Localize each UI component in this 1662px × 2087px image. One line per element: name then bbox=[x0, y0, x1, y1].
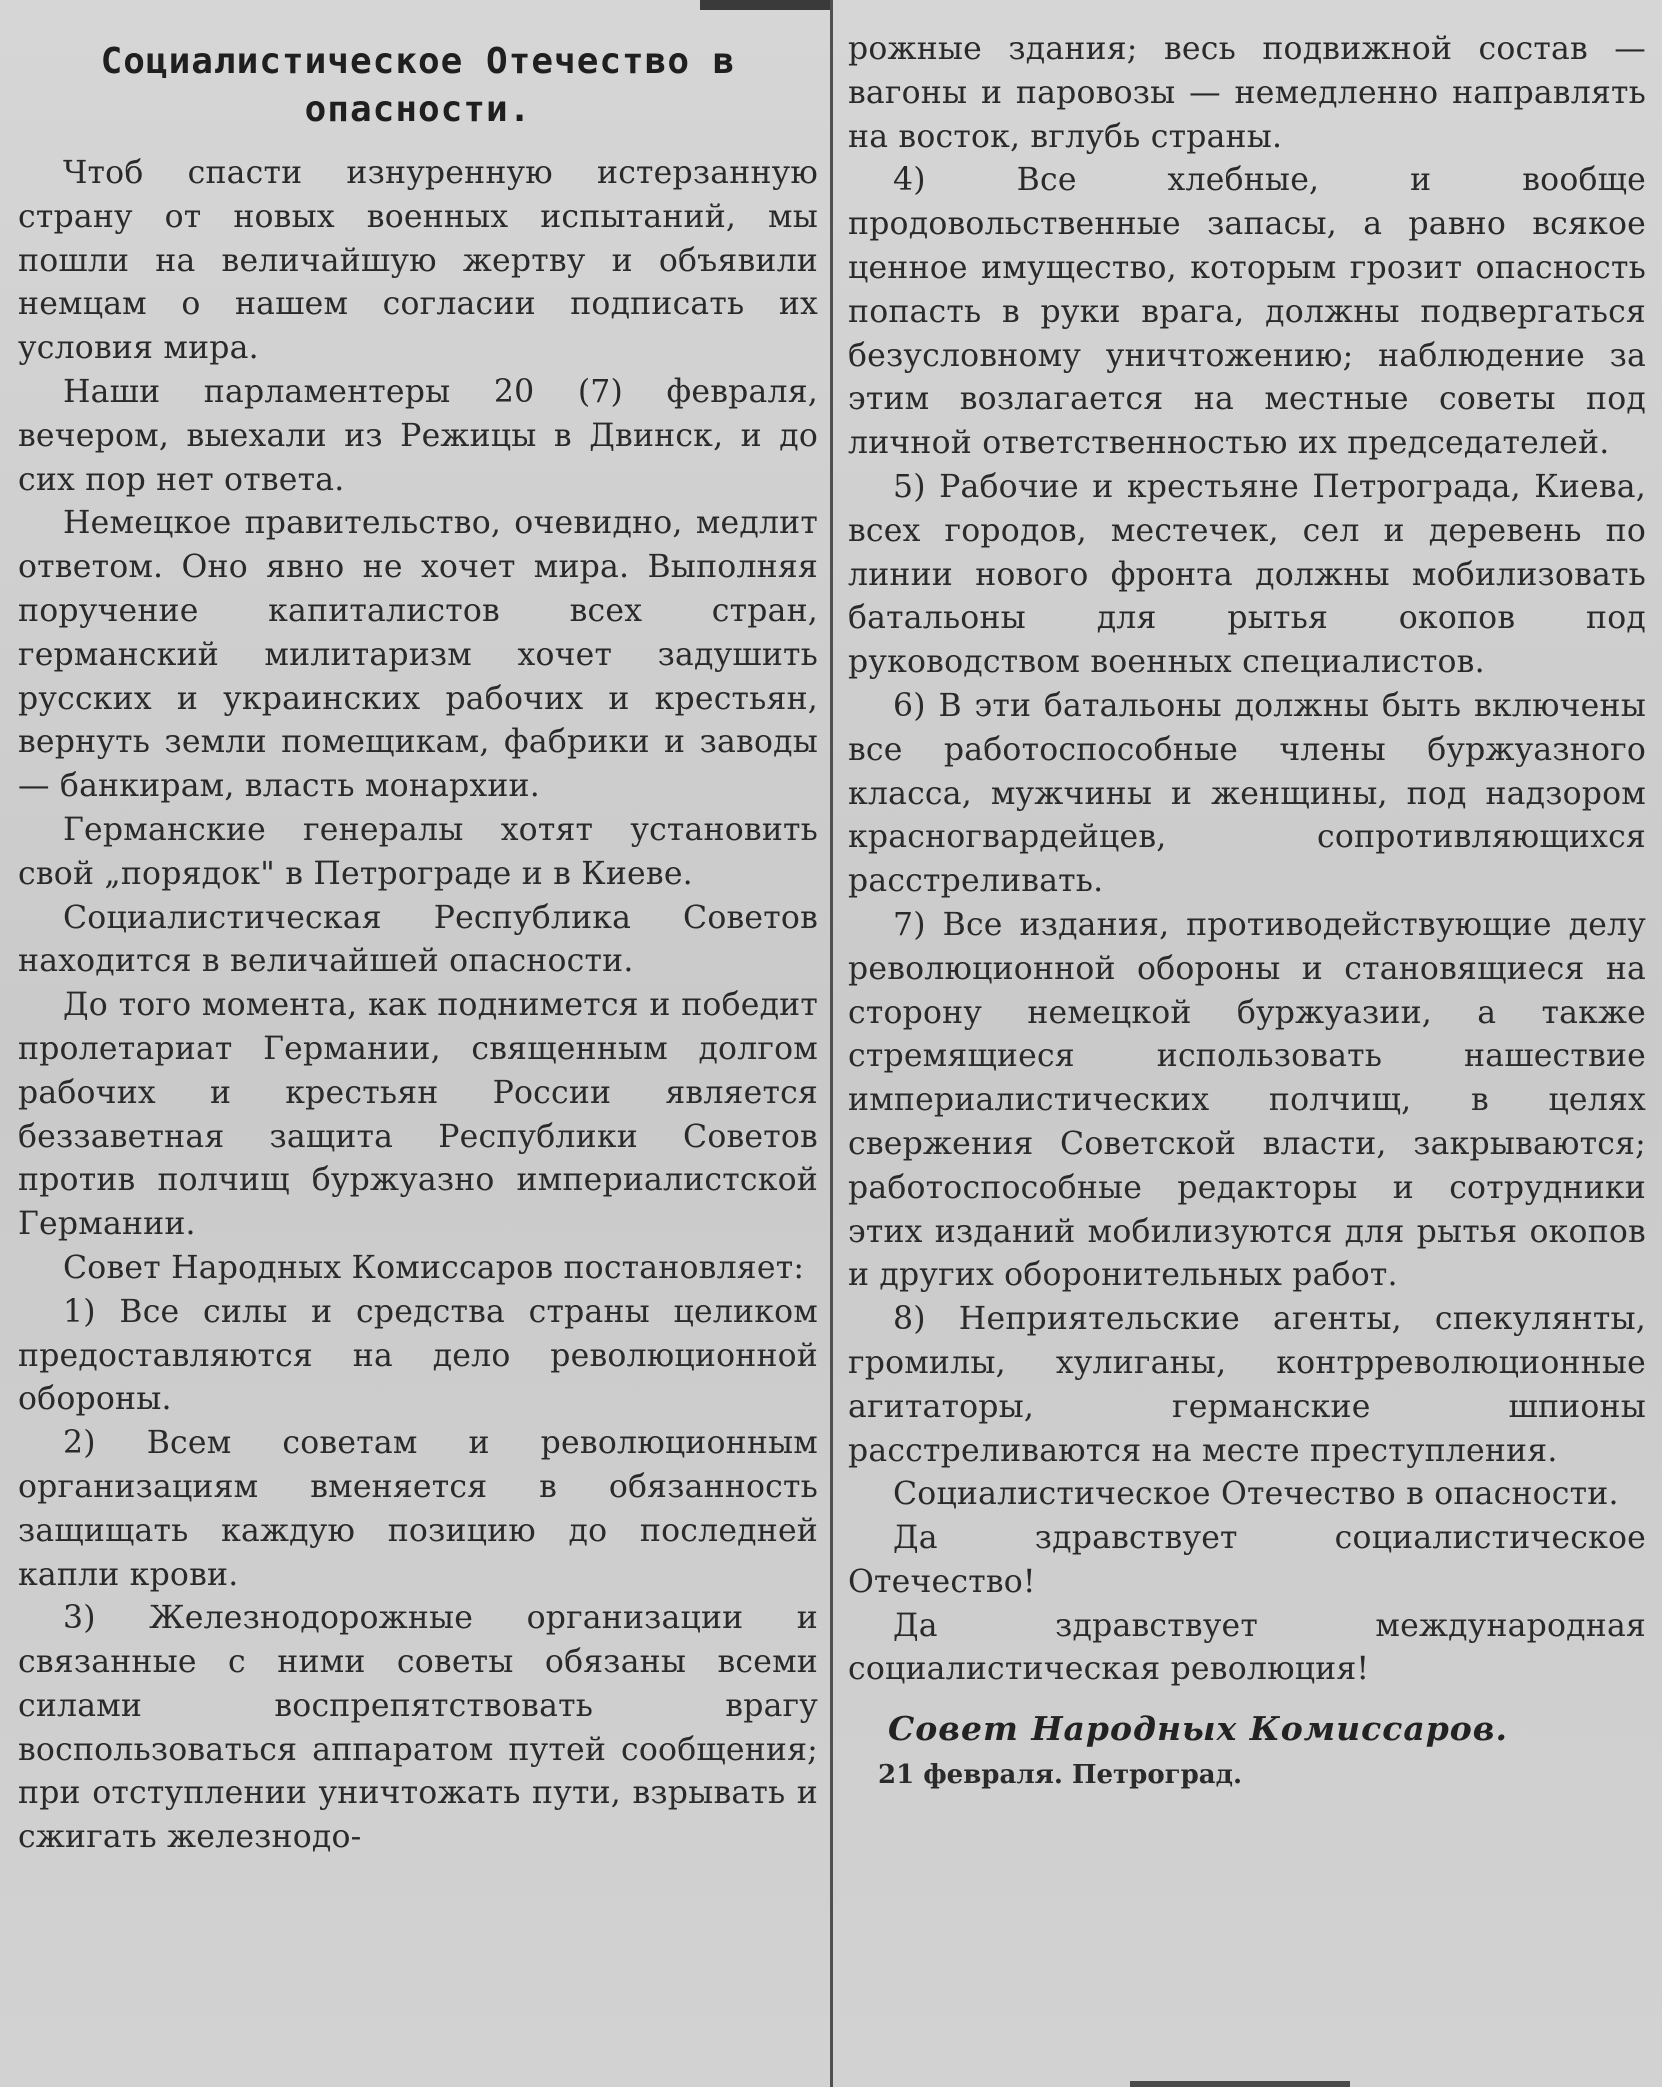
bottom-print-mark bbox=[1130, 2081, 1350, 2087]
signature: Совет Народных Комиссаров. bbox=[888, 1709, 1508, 1749]
slogan: Да здравствует социалистическое Отечество! bbox=[848, 1520, 1646, 1600]
top-print-mark bbox=[700, 0, 830, 10]
paragraph: Наши парламентеры 20 (7) февраля, вечером, выехали из Режицы в Двинск, и до сих пор нет ответа. bbox=[18, 373, 818, 498]
slogan: Социалистическое Отечество в опасности. bbox=[893, 1476, 1619, 1513]
paragraph: До того момента, как поднимется и победит пролетариат Германии, священным долгом рабочих и крестьян России является беззаветная защита Республики Советов против полчищ буржуазно империалистской Германии. bbox=[18, 987, 818, 1243]
column-divider bbox=[830, 0, 833, 2087]
paragraph: Совет Народных Комиссаров постановляет: bbox=[63, 1249, 805, 1286]
paragraph-continuation: рожные здания; весь подвижной состав — вагоны и паровозы — немедленно направлять на восток, вглубь страны. bbox=[848, 31, 1646, 155]
decree-item-7: 7) Все издания, противодействующие делу революционной обороны и становящиеся на сторону немецкой буржуазии, а также стремящиеся использовать нашествие империалистических полчищ, в целях свержения Советской власти, закрываются; работоспособные редакторы и сотрудники этих изданий мобилизуются для рытья окопов и других оборонительных работ. bbox=[848, 906, 1646, 1294]
slogan: Да здравствует международная социалистическая революция! bbox=[848, 1607, 1646, 1688]
left-column bbox=[18, 28, 818, 1860]
paragraph: Чтоб спасти изнуренную истерзанную страну от новых военных испытаний, мы пошли на величайшую жертву и объявили немцам о нашем согласии подписать их условия мира. bbox=[18, 155, 818, 367]
paragraph: Социалистическая Республика Советов находится в величайшей опасности. bbox=[18, 899, 818, 980]
decree-item-3: 3) Железнодорожные организации и связанные с ними советы обязаны всеми силами воспрепятствовать врагу воспользоваться аппаратом путей сообщения; при отступлении уничтожать пути, взрывать и сжигать железнодо- bbox=[18, 1600, 818, 1856]
date-line: 21 февраля. Петроград. bbox=[878, 1760, 1243, 1791]
article-title: Социалистическое Отечество в опасности. bbox=[100, 41, 736, 130]
decree-item-8: 8) Неприятельские агенты, спекулянты, громилы, хулиганы, контрреволюционные агитаторы, германские шпионы расстреливаются на месте преступления. bbox=[848, 1301, 1646, 1469]
paragraph: Немецкое правительство, очевидно, медлит ответом. Оно явно не хочет мира. Выполняя поручение капиталистов всех стран, германский милитаризм хочет задушить русских и украинских рабочих и крестьян, вернуть земли помещикам, фабрики и заводы — банкирам, власть монархии. bbox=[18, 505, 818, 805]
right-column bbox=[848, 28, 1646, 1792]
decree-item-1: 1) Все силы и средства страны целиком предоставляются на дело революционной обороны. bbox=[18, 1293, 818, 1418]
decree-item-6: 6) В эти батальоны должны быть включены все работоспособные члены буржуазного класса, мужчины и женщины, под надзором красногвардейцев, сопротивляющихся расстреливать. bbox=[848, 687, 1646, 900]
decree-item-2: 2) Всем советам и революционным организациям вменяется в обязанность защищать каждую позицию до последней капли крови. bbox=[18, 1425, 818, 1593]
decree-item-4: 4) Все хлебные, и вообще продовольственные запасы, а равно всякое ценное имущество, которым грозит опасность попасть в руки врага, должны подвергаться безусловному уничтожению; наблюдение за этим возлагается на местные советы под личной ответственностью их председателей. bbox=[848, 162, 1646, 462]
paragraph: Германские генералы хотят установить свой „порядок" в Петрограде и в Киеве. bbox=[18, 811, 818, 892]
decree-item-5: 5) Рабочие и крестьяне Петрограда, Киева, всех городов, местечек, сел и деревень по линии нового фронта должны мобилизовать батальоны для рытья окопов под руководством военных специалистов. bbox=[848, 468, 1646, 681]
